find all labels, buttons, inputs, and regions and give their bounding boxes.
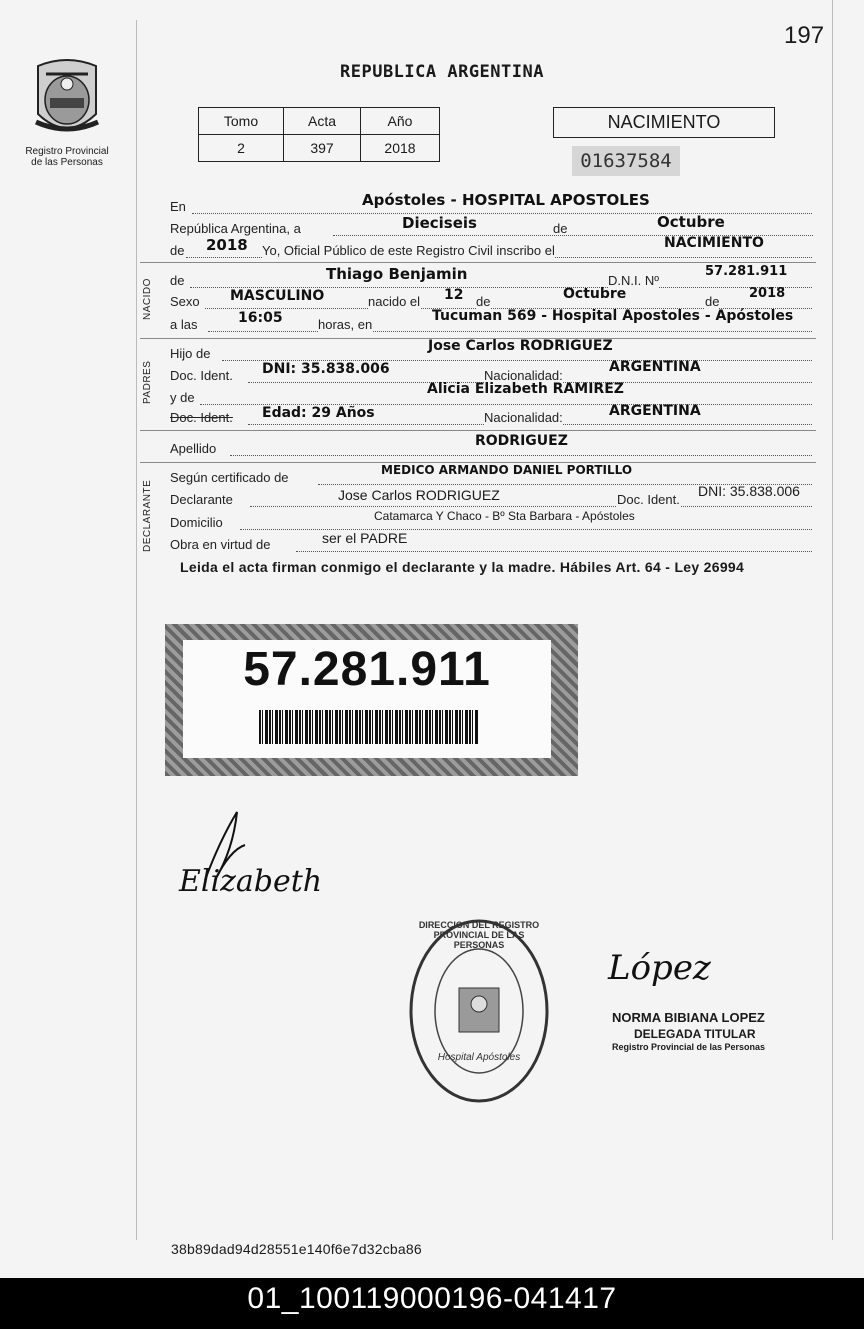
serial-number: 01637584 — [572, 146, 680, 176]
doc1-label: Doc. Ident. — [170, 368, 233, 383]
nacido-de1: de — [476, 294, 491, 309]
year-line-text: Yo, Oficial Público de este Registro Civil inscribo el — [262, 243, 555, 258]
declarante-value: Jose Carlos RODRIGUEZ — [338, 487, 500, 503]
section-nacido: NACIDO — [142, 278, 153, 320]
document-hash: 38b89dad94d28551e140f6e7d32cba86 — [171, 1241, 422, 1257]
record-header-tomo: Tomo — [199, 108, 284, 135]
hora-text: horas, en — [318, 317, 373, 332]
page-number: 197 — [784, 22, 825, 49]
record-value-anio: 2018 — [361, 135, 440, 162]
divider-3 — [140, 430, 816, 431]
republica-day: Dieciseis — [402, 214, 477, 232]
hora-dots — [208, 331, 812, 332]
doc2-value: Edad: 29 Años — [262, 405, 375, 421]
signatory-name: NORMA BIBIANA LOPEZ — [612, 1010, 765, 1025]
en-value: Apóstoles - HOSPITAL APOSTOLES — [362, 191, 650, 209]
sticker-number: 57.281.911 — [243, 643, 491, 696]
record-value-tomo: 2 — [199, 135, 284, 162]
domicilio-label: Domicilio — [170, 515, 223, 530]
cert-label: Según certificado de — [170, 470, 289, 485]
obra-value: ser el PADRE — [322, 530, 408, 546]
stamp-inner-text: Hospital Apóstoles — [437, 1052, 521, 1063]
signature-right: López — [608, 948, 711, 988]
declarante-dots — [250, 506, 812, 507]
hora-time: 16:05 — [238, 310, 283, 326]
dni-label: D.N.I. Nº — [608, 273, 659, 288]
footer-code: 01_100119000196-041417 — [247, 1282, 617, 1315]
doc2-nac: ARGENTINA — [609, 403, 701, 419]
apellido-value: RODRIGUEZ — [475, 433, 568, 449]
year-line-de: de — [170, 243, 185, 258]
doc1-nac-label: Nacionalidad: — [484, 368, 563, 383]
domicilio-value: Catamarca Y Chaco - Bº Sta Barbara - Apóstoles — [374, 509, 635, 523]
hora-label: a las — [170, 317, 198, 332]
left-margin-line — [136, 20, 137, 1240]
republica-label: República Argentina, a — [170, 221, 301, 236]
official-stamp — [408, 918, 550, 1104]
record-header-anio: Año — [361, 108, 440, 135]
doc1-nac: ARGENTINA — [609, 359, 701, 375]
declarante-doc: DNI: 35.838.006 — [698, 483, 800, 499]
nacido-name: Thiago Benjamin — [326, 265, 468, 283]
doc1-value: DNI: 35.838.006 — [262, 361, 390, 377]
footer-bar — [0, 1278, 864, 1329]
record-value-acta: 397 — [284, 135, 361, 162]
hijo-value: Jose Carlos RODRIGUEZ — [428, 338, 613, 354]
dni-value: 57.281.911 — [705, 264, 788, 279]
nacido-el-label: nacido el — [368, 294, 421, 309]
obra-dots — [296, 551, 812, 552]
nacido-de-label: de — [170, 273, 185, 288]
signature-left-text: Elizabeth — [179, 864, 323, 899]
logo-caption-line1: Registro Provincial — [25, 146, 109, 157]
signatory-org: Registro Provincial de las Personas — [612, 1042, 766, 1052]
en-label: En — [170, 199, 186, 214]
registry-crest-icon — [26, 52, 108, 144]
hora-place: Tucuman 569 - Hospital Apostoles - Apóstoles — [432, 308, 794, 324]
closing-text: Leida el acta firman conmigo el declarante y la madre. Hábiles Art. 64 - Ley 26994 — [180, 559, 745, 575]
record-type-box: NACIMIENTO — [553, 107, 775, 138]
section-declarante: DECLARANTE — [142, 479, 153, 552]
sexo-label: Sexo — [170, 294, 200, 309]
dni-sticker — [165, 624, 578, 776]
declarante-label: Declarante — [170, 492, 233, 507]
logo-caption-line2: de las Personas — [31, 157, 103, 168]
stamp-ring-text: DIRECCION DEL REGISTRO PROVINCIAL DE LAS PERSONAS — [418, 920, 540, 950]
record-header-acta: Acta — [284, 108, 361, 135]
nacido-month: Octubre — [563, 286, 627, 302]
republica-de: de — [553, 221, 568, 236]
declarante-doc-label: Doc. Ident. — [617, 492, 680, 507]
right-margin-line — [832, 0, 833, 1240]
year-line-type: NACIMIENTO — [664, 235, 764, 251]
apellido-label: Apellido — [170, 441, 217, 456]
logo-caption — [12, 146, 122, 168]
obra-label: Obra en virtud de — [170, 537, 271, 552]
doc2-nac-label: Nacionalidad: — [484, 410, 563, 425]
hijo-label: Hijo de — [170, 346, 211, 361]
sexo-value: MASCULINO — [230, 288, 325, 304]
year-line-year: 2018 — [206, 236, 248, 254]
doc2-label: Doc. Ident. — [170, 410, 233, 425]
divider-1 — [140, 262, 816, 263]
signature-left — [175, 810, 323, 920]
cert-value: MEDICO ARMANDO DANIEL PORTILLO — [381, 463, 633, 477]
nacido-de2: de — [705, 294, 720, 309]
nacido-day: 12 — [444, 287, 464, 303]
barcode-icon — [259, 710, 479, 744]
record-table — [198, 107, 440, 162]
signatory-role: DELEGADA TITULAR — [634, 1027, 756, 1041]
yde-label: y de — [170, 390, 195, 405]
apellido-dots — [230, 455, 812, 456]
document-title: REPUBLICA ARGENTINA — [340, 62, 544, 82]
section-padres: PADRES — [142, 360, 153, 404]
yde-value: Alicia Elizabeth RAMIREZ — [427, 381, 624, 397]
republica-month: Octubre — [657, 213, 725, 231]
nacido-year: 2018 — [749, 286, 786, 301]
registry-logo — [26, 52, 108, 149]
